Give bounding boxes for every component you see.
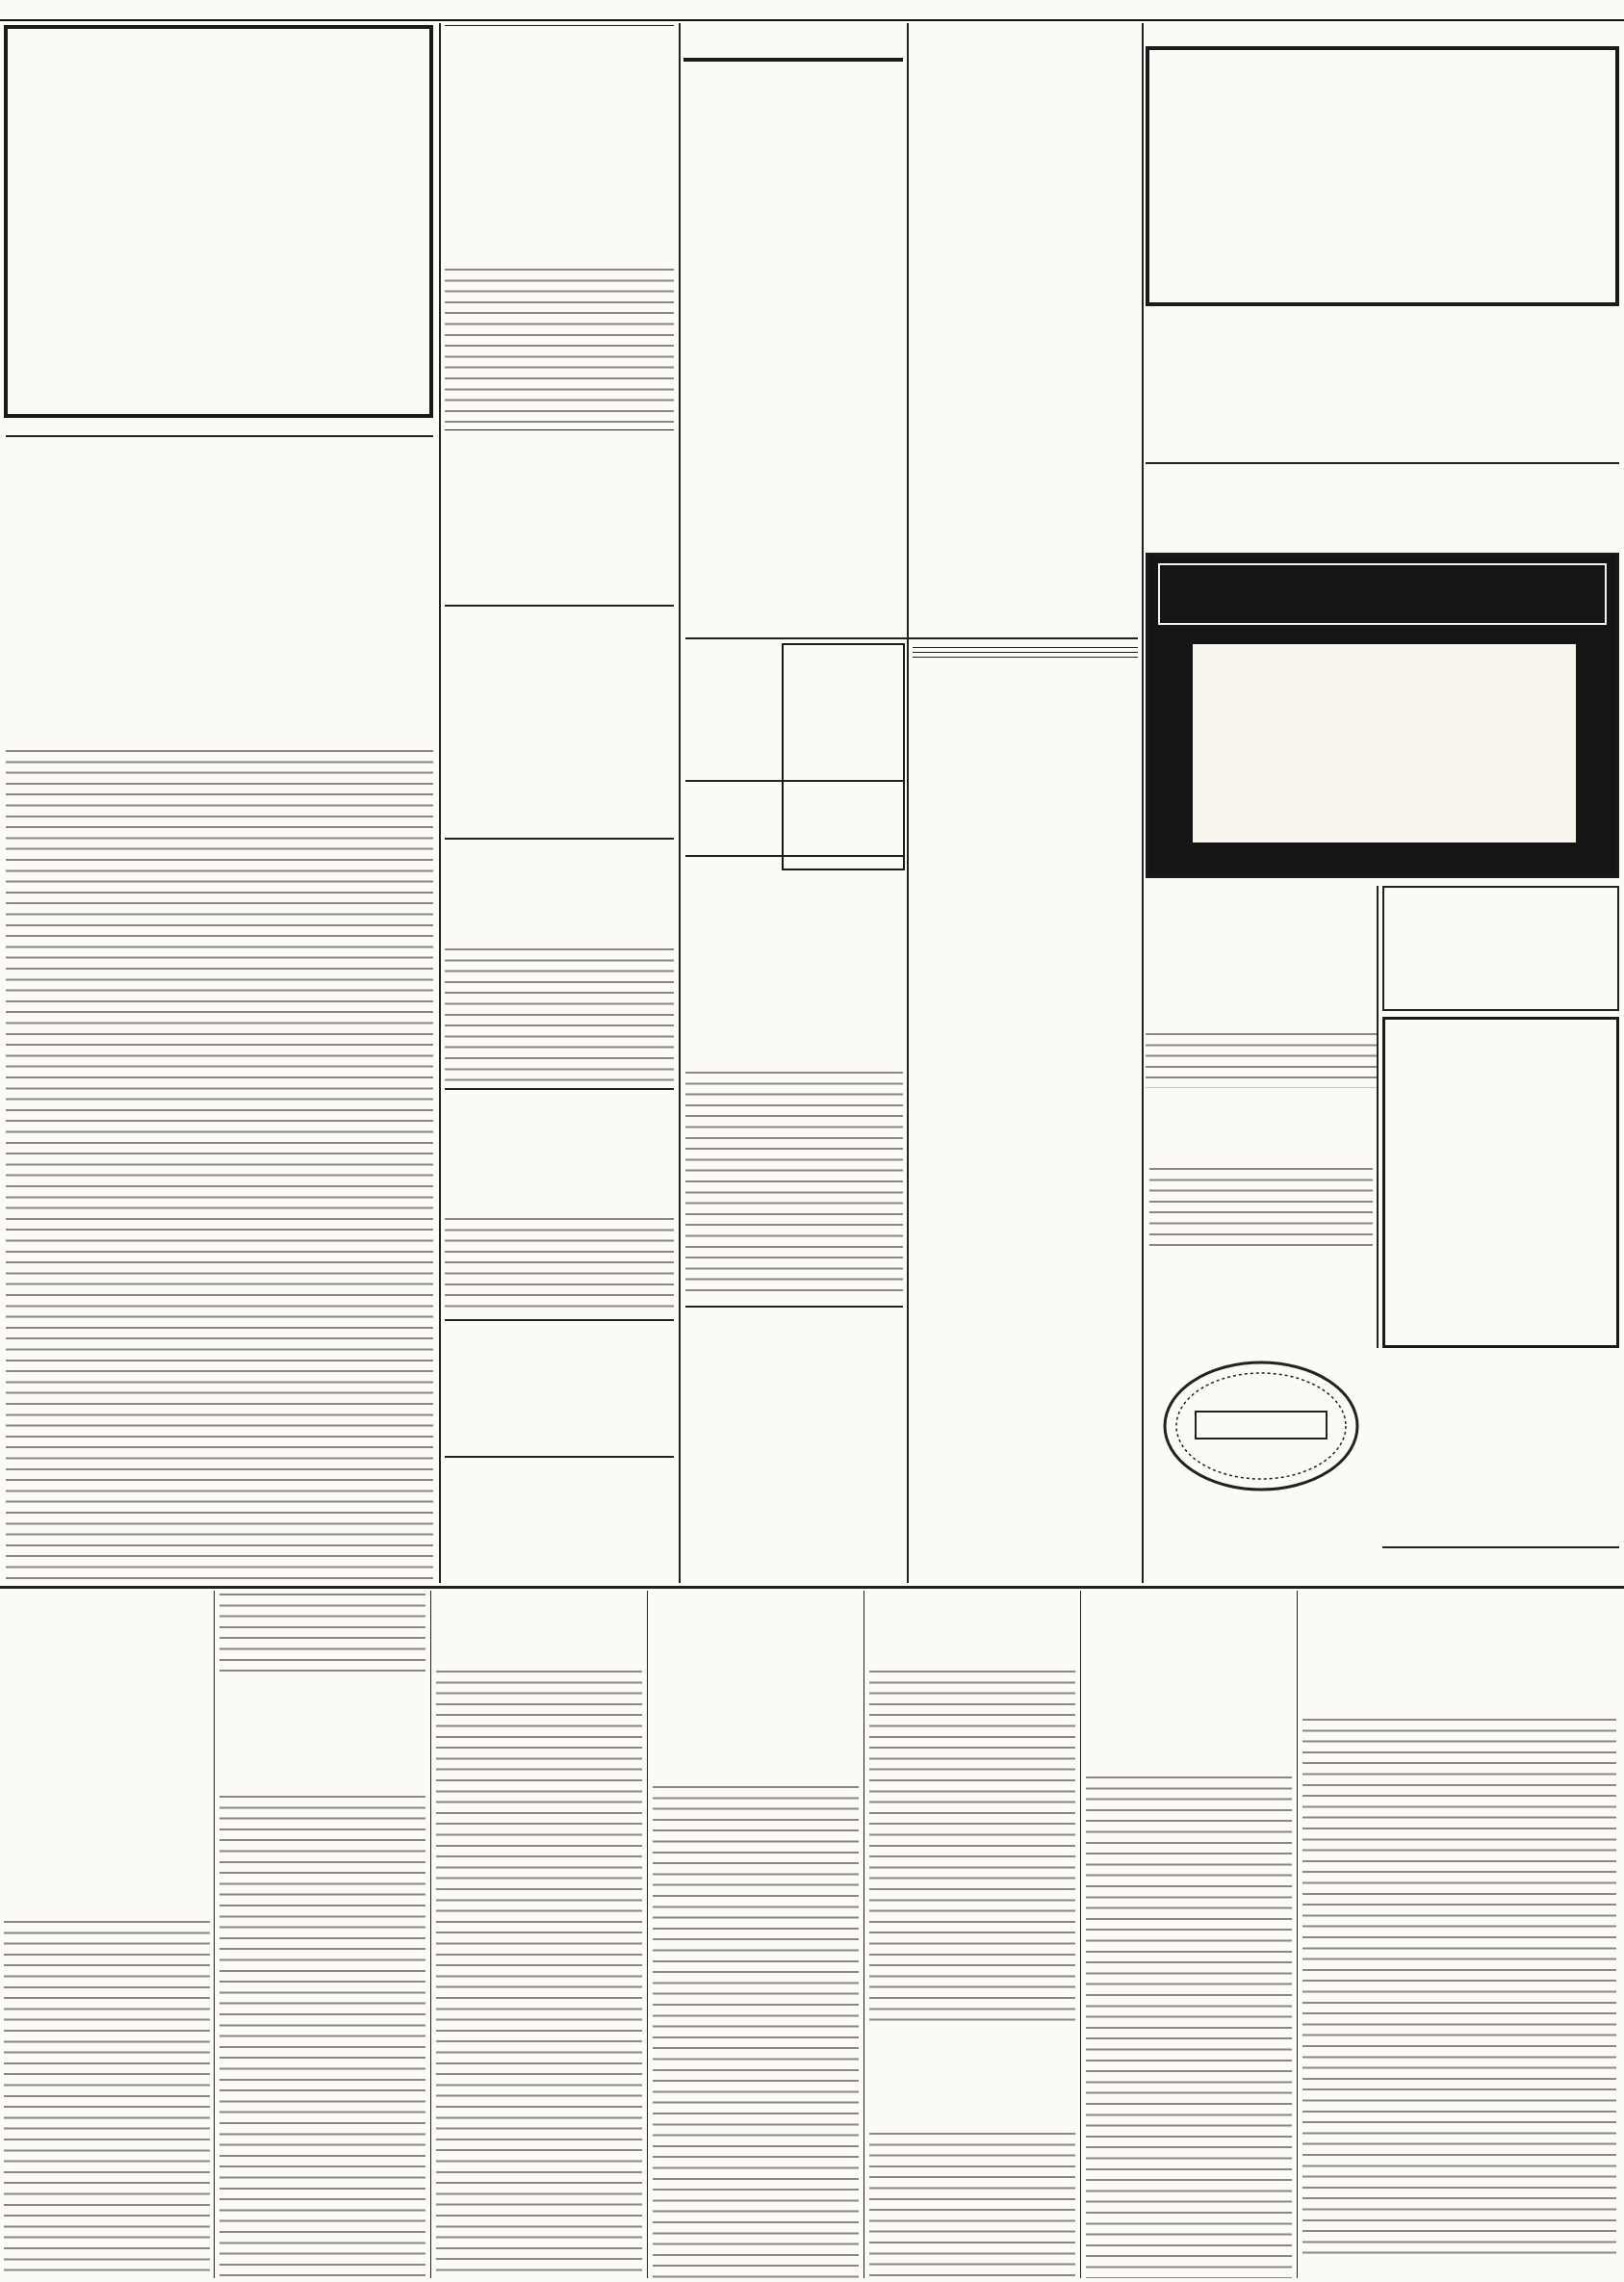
provincia-continued-text	[685, 1069, 903, 1300]
ad-creosonal	[1146, 553, 1619, 878]
section-espectaculos	[685, 1439, 903, 1583]
section-coliseu	[445, 1088, 674, 1315]
banco-burnay-name	[913, 647, 1138, 648]
creosonal-panel	[1193, 644, 1576, 843]
section-musica	[445, 429, 674, 601]
ad-lampada-osram	[1146, 318, 1619, 464]
section-folhetim	[4, 1591, 1619, 2278]
ad-sellos	[1146, 1354, 1377, 1546]
ad-livraria-bertrand	[4, 25, 433, 418]
section-movimento-porto	[685, 1306, 903, 1435]
column-rule	[1142, 23, 1144, 1583]
repatriacao-title	[6, 429, 433, 437]
theatros-continued-text	[445, 266, 674, 428]
column-rule	[439, 23, 441, 1583]
section-theatros	[445, 25, 674, 428]
folhetim-col2-text	[219, 1793, 425, 2278]
folhetim-col1-text	[4, 1918, 210, 2278]
folhetim-col7-text	[1302, 1716, 1616, 2259]
section-repatriacao	[6, 429, 433, 1581]
folhetim-col5-end	[869, 2130, 1075, 2278]
ad-silva-ramos	[1382, 1354, 1619, 1548]
sellos-stamp-icon	[1146, 1354, 1377, 1498]
folhetim-col3-text	[436, 1668, 642, 2278]
theatros-title	[445, 25, 674, 26]
folhetim-col5-text	[869, 1668, 1075, 2024]
ad-superphosphato	[445, 605, 674, 840]
banco-fonseca-name	[913, 652, 1138, 653]
manacas-tabacos-continued	[1149, 1165, 1373, 1252]
column-rule	[679, 23, 681, 1583]
ad-vejam-joalheria	[782, 643, 905, 870]
ad-gravura	[1382, 886, 1619, 1011]
repatriacao-continued-text	[6, 747, 433, 1581]
banco-ultramarino-name	[913, 657, 1138, 658]
section-bancos-feriado	[913, 643, 1138, 880]
ad-novella-historica	[1146, 46, 1619, 306]
ad-roleta	[1382, 1017, 1619, 1348]
assistencia-continued-text	[445, 946, 674, 1082]
section-provincia	[685, 857, 903, 1300]
coliseu-continued-text	[445, 1215, 674, 1315]
page-header	[0, 0, 1624, 21]
folhetim-col6-text	[1086, 1774, 1292, 2278]
folhetim-col2-top	[219, 1591, 425, 1677]
section-assistencia-infantil	[445, 840, 674, 1082]
folhetim-col4-text	[653, 1783, 859, 2278]
manacas-continued-text	[1146, 1030, 1377, 1088]
folhetim-rule	[0, 1586, 1624, 1589]
section-touradas	[445, 1458, 674, 1583]
musica-title	[445, 429, 674, 430]
ad-manacas-loterias	[1146, 886, 1379, 1348]
ad-simoes-ferreira	[445, 1319, 674, 1458]
